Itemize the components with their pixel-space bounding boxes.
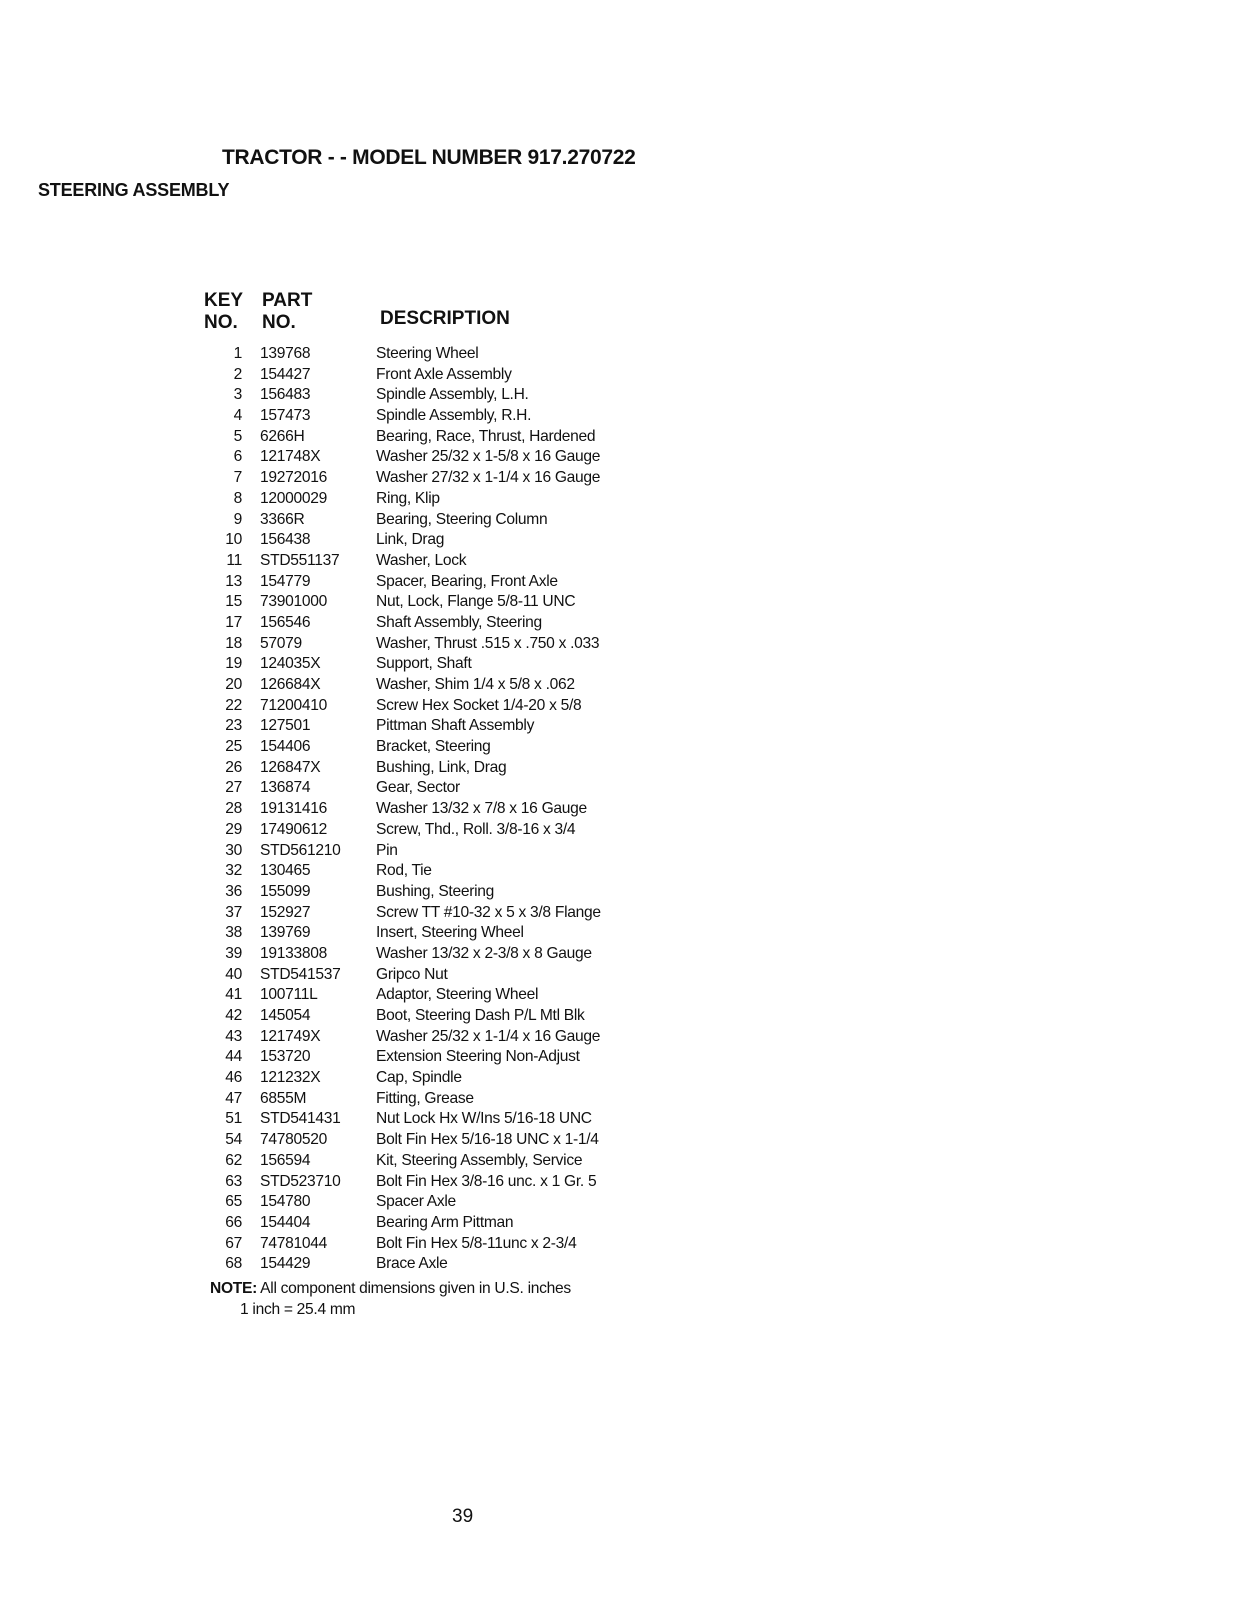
part-no-cell: 6266H [260, 427, 305, 445]
header-part-line2: NO. [262, 312, 296, 333]
description-cell: Support, Shaft [376, 655, 472, 673]
description-cell: Washer 27/32 x 1-1/4 x 16 Gauge [376, 469, 601, 487]
header-part-line1: PART [262, 290, 313, 311]
key-no-cell: 1 [233, 345, 242, 362]
description-cell: Bearing, Steering Column [376, 510, 548, 528]
description-cell: Kit, Steering Assembly, Service [376, 1151, 583, 1169]
key-no-cell: 38 [225, 924, 242, 942]
description-cell: Bolt Fin Hex 3/8-16 unc. x 1 Gr. 5 [376, 1172, 597, 1190]
table-row [200, 944, 601, 965]
description-cell: Bushing, Link, Drag [376, 758, 507, 776]
table-row [200, 1068, 601, 1089]
key-no-cell: 65 [225, 1193, 242, 1211]
description-cell: Screw Hex Socket 1/4-20 x 5/8 [376, 696, 582, 714]
description-cell: Bushing, Steering [376, 882, 494, 900]
table-row [200, 427, 601, 448]
part-no-cell: STD523710 [260, 1172, 341, 1190]
description-cell: Bolt Fin Hex 5/8-11unc x 2-3/4 [376, 1234, 577, 1252]
description-cell: Extension Steering Non-Adjust [376, 1048, 580, 1066]
description-cell: Nut Lock Hx W/Ins 5/16-18 UNC [376, 1110, 592, 1128]
description-cell: Bearing Arm Pittman [376, 1213, 514, 1231]
key-no-cell: 17 [225, 613, 242, 631]
key-no-cell: 26 [225, 758, 242, 776]
description-cell: Front Axle Assembly [376, 365, 512, 383]
key-no-cell: 3 [233, 386, 242, 404]
table-row [200, 592, 601, 613]
table-row [200, 1254, 601, 1275]
key-no-cell: 29 [225, 820, 242, 838]
table-row [200, 923, 601, 944]
description-cell: Cap, Spindle [376, 1069, 462, 1087]
key-no-cell: 41 [225, 986, 242, 1004]
key-no-cell: 39 [225, 944, 242, 962]
table-row [200, 1089, 601, 1110]
table-row [200, 758, 601, 779]
key-no-cell: 15 [225, 593, 242, 611]
table-row [200, 1047, 601, 1068]
description-cell: Fitting, Grease [376, 1089, 474, 1107]
key-no-cell: 23 [225, 717, 242, 735]
key-no-cell: 40 [225, 965, 242, 983]
part-no-cell: 154780 [260, 1193, 311, 1211]
part-no-cell: 73901000 [260, 593, 327, 611]
note-label: NOTE: [210, 1280, 258, 1297]
description-cell: Bearing, Race, Thrust, Hardened [376, 427, 596, 445]
key-no-cell: 36 [225, 882, 242, 900]
table-row [200, 1130, 601, 1151]
key-no-cell: 67 [225, 1234, 242, 1252]
document-title: TRACTOR - - MODEL NUMBER 917.270722 [222, 146, 636, 169]
part-no-cell: 152927 [260, 903, 311, 921]
part-no-cell: 19131416 [260, 800, 327, 818]
description-cell: Boot, Steering Dash P/L Mtl Blk [376, 1007, 585, 1024]
table-row [200, 447, 601, 468]
table-row [200, 778, 601, 799]
part-no-cell: 155099 [260, 882, 311, 900]
key-no-cell: 30 [225, 841, 242, 859]
description-cell: Spacer Axle [376, 1193, 456, 1211]
part-no-cell: 156546 [260, 613, 311, 631]
table-row [200, 551, 601, 572]
part-no-cell: 154406 [260, 738, 311, 756]
part-no-cell: STD541431 [260, 1110, 341, 1128]
description-cell: Bracket, Steering [376, 738, 491, 756]
table-row [200, 737, 601, 758]
key-no-cell: 8 [233, 489, 242, 507]
part-no-cell: 157473 [260, 407, 311, 425]
description-cell: Bolt Fin Hex 5/16-18 UNC x 1-1/4 [376, 1131, 599, 1149]
table-row [200, 903, 601, 924]
header-key-line2: NO. [204, 312, 238, 333]
description-cell: Washer, Shim 1/4 x 5/8 x .062 [376, 676, 575, 693]
table-row [200, 613, 601, 634]
part-no-cell: 156438 [260, 531, 311, 549]
part-no-cell: 71200410 [260, 696, 327, 714]
description-cell: Spindle Assembly, R.H. [376, 407, 532, 425]
key-no-cell: 62 [225, 1151, 242, 1169]
table-row [200, 1213, 601, 1234]
key-no-cell: 51 [225, 1110, 242, 1128]
part-no-cell: STD541537 [260, 965, 341, 983]
part-no-cell: 6855M [260, 1089, 307, 1107]
table-row [200, 820, 601, 841]
part-no-cell: 74781044 [260, 1234, 327, 1252]
key-no-cell: 13 [225, 572, 242, 590]
description-cell: Gripco Nut [376, 965, 448, 983]
part-no-cell: 121749X [260, 1027, 321, 1045]
description-cell: Spindle Assembly, L.H. [376, 386, 529, 404]
description-cell: Pin [376, 841, 398, 859]
part-no-cell: 154779 [260, 572, 311, 590]
part-no-cell: 139768 [260, 345, 311, 362]
part-no-cell: 156594 [260, 1151, 311, 1169]
part-no-cell: 136874 [260, 779, 311, 797]
description-cell: Brace Axle [376, 1255, 448, 1273]
part-no-cell: 74780520 [260, 1131, 327, 1149]
description-cell: Washer 25/32 x 1-5/8 x 16 Gauge [376, 448, 601, 466]
part-no-cell: 19272016 [260, 469, 327, 487]
description-cell: Gear, Sector [376, 779, 460, 797]
table-row [200, 365, 601, 386]
column-header-part [262, 290, 312, 334]
key-no-cell: 4 [233, 407, 242, 425]
key-no-cell: 19 [225, 655, 242, 673]
description-cell: Shaft Assembly, Steering [376, 613, 542, 631]
part-no-cell: 3366R [260, 510, 305, 528]
part-no-cell: 156483 [260, 386, 311, 404]
key-no-cell: 54 [225, 1131, 242, 1149]
part-no-cell: 127501 [260, 717, 311, 735]
key-no-cell: 68 [225, 1255, 242, 1273]
description-cell: Screw TT #10-32 x 5 x 3/8 Flange [376, 903, 601, 921]
key-no-cell: 6 [233, 448, 242, 466]
table-row [200, 654, 601, 675]
key-no-cell: 37 [225, 903, 242, 921]
table-row [200, 841, 601, 862]
note-conversion: 1 inch = 25.4 mm [240, 1301, 356, 1318]
description-cell: Rod, Tie [376, 862, 432, 880]
note-text: All component dimensions given in U.S. inches [257, 1280, 571, 1297]
key-no-cell: 18 [225, 634, 242, 652]
description-cell: Washer, Thrust .515 x .750 x .033 [376, 634, 600, 652]
part-no-cell: 154404 [260, 1213, 311, 1231]
description-cell: Pittman Shaft Assembly [376, 717, 535, 735]
table-row [200, 1172, 601, 1193]
table-row [200, 406, 601, 427]
section-heading: STEERING ASSEMBLY [38, 180, 230, 200]
part-no-cell: 124035X [260, 655, 321, 673]
description-cell: Ring, Klip [376, 489, 440, 507]
key-no-cell: 42 [225, 1007, 242, 1024]
key-no-cell: 22 [225, 696, 242, 714]
table-row [200, 1027, 601, 1048]
table-row [200, 530, 601, 551]
note [210, 1278, 571, 1320]
part-no-cell: 121232X [260, 1069, 321, 1087]
key-no-cell: 27 [225, 779, 242, 797]
table-row [200, 634, 601, 655]
parts-list [200, 344, 601, 1275]
table-row [200, 344, 601, 365]
table-row [200, 861, 601, 882]
key-no-cell: 11 [226, 551, 242, 569]
description-cell: Nut, Lock, Flange 5/8-11 UNC [376, 593, 576, 611]
key-no-cell: 32 [225, 862, 242, 880]
table-row [200, 510, 601, 531]
table-row [200, 572, 601, 593]
key-no-cell: 5 [233, 427, 242, 445]
table-row [200, 882, 601, 903]
table-row [200, 716, 601, 737]
table-row [200, 1109, 601, 1130]
part-no-cell: 126847X [260, 758, 321, 776]
column-header-description: DESCRIPTION [380, 308, 510, 329]
part-no-cell: 12000029 [260, 489, 327, 507]
table-row [200, 675, 601, 696]
table-row [200, 799, 601, 820]
table-row [200, 1192, 601, 1213]
table-row [200, 965, 601, 986]
part-no-cell: 121748X [260, 448, 321, 466]
key-no-cell: 20 [225, 676, 242, 693]
description-cell: Spacer, Bearing, Front Axle [376, 572, 558, 590]
part-no-cell: 145054 [260, 1007, 311, 1024]
description-cell: Washer 13/32 x 2-3/8 x 8 Gauge [376, 944, 592, 962]
key-no-cell: 47 [225, 1089, 242, 1107]
key-no-cell: 28 [225, 800, 242, 818]
header-key-line1: KEY [204, 290, 244, 311]
table-row [200, 1234, 601, 1255]
key-no-cell: 46 [225, 1069, 242, 1087]
description-cell: Steering Wheel [376, 345, 479, 362]
part-no-cell: 19133808 [260, 944, 327, 962]
table-row [200, 468, 601, 489]
page-number: 39 [452, 1506, 474, 1527]
description-cell: Washer 25/32 x 1-1/4 x 16 Gauge [376, 1027, 601, 1045]
table-row [200, 1006, 601, 1027]
table-row [200, 985, 601, 1006]
key-no-cell: 25 [225, 738, 242, 756]
description-cell: Screw, Thd., Roll. 3/8-16 x 3/4 [376, 820, 576, 838]
part-no-cell: 154429 [260, 1255, 311, 1273]
description-cell: Adaptor, Steering Wheel [376, 986, 539, 1004]
key-no-cell: 7 [233, 469, 242, 487]
table-row [200, 1151, 601, 1172]
description-cell: Washer, Lock [376, 551, 467, 569]
key-no-cell: 2 [233, 365, 242, 383]
description-cell: Link, Drag [376, 531, 445, 549]
key-no-cell: 66 [225, 1213, 242, 1231]
part-no-cell: 139769 [260, 924, 311, 942]
part-no-cell: 154427 [260, 365, 311, 383]
part-no-cell: 130465 [260, 862, 311, 880]
key-no-cell: 9 [233, 510, 242, 528]
part-no-cell: 17490612 [260, 820, 327, 838]
table-row [200, 696, 601, 717]
key-no-cell: 43 [225, 1027, 242, 1045]
part-no-cell: 153720 [260, 1048, 311, 1066]
description-cell: Washer 13/32 x 7/8 x 16 Gauge [376, 800, 587, 818]
key-no-cell: 44 [225, 1048, 242, 1066]
key-no-cell: 10 [225, 531, 242, 549]
key-no-cell: 63 [225, 1172, 242, 1190]
column-header-key [204, 290, 243, 334]
table-row [200, 489, 601, 510]
part-no-cell: 126684X [260, 676, 321, 693]
part-no-cell: 100711L [260, 986, 318, 1004]
table-row [200, 385, 601, 406]
part-no-cell: STD551137 [260, 551, 340, 569]
description-cell: Insert, Steering Wheel [376, 924, 524, 942]
note-line [210, 1278, 571, 1299]
part-no-cell: STD561210 [260, 841, 341, 859]
part-no-cell: 57079 [260, 634, 302, 652]
